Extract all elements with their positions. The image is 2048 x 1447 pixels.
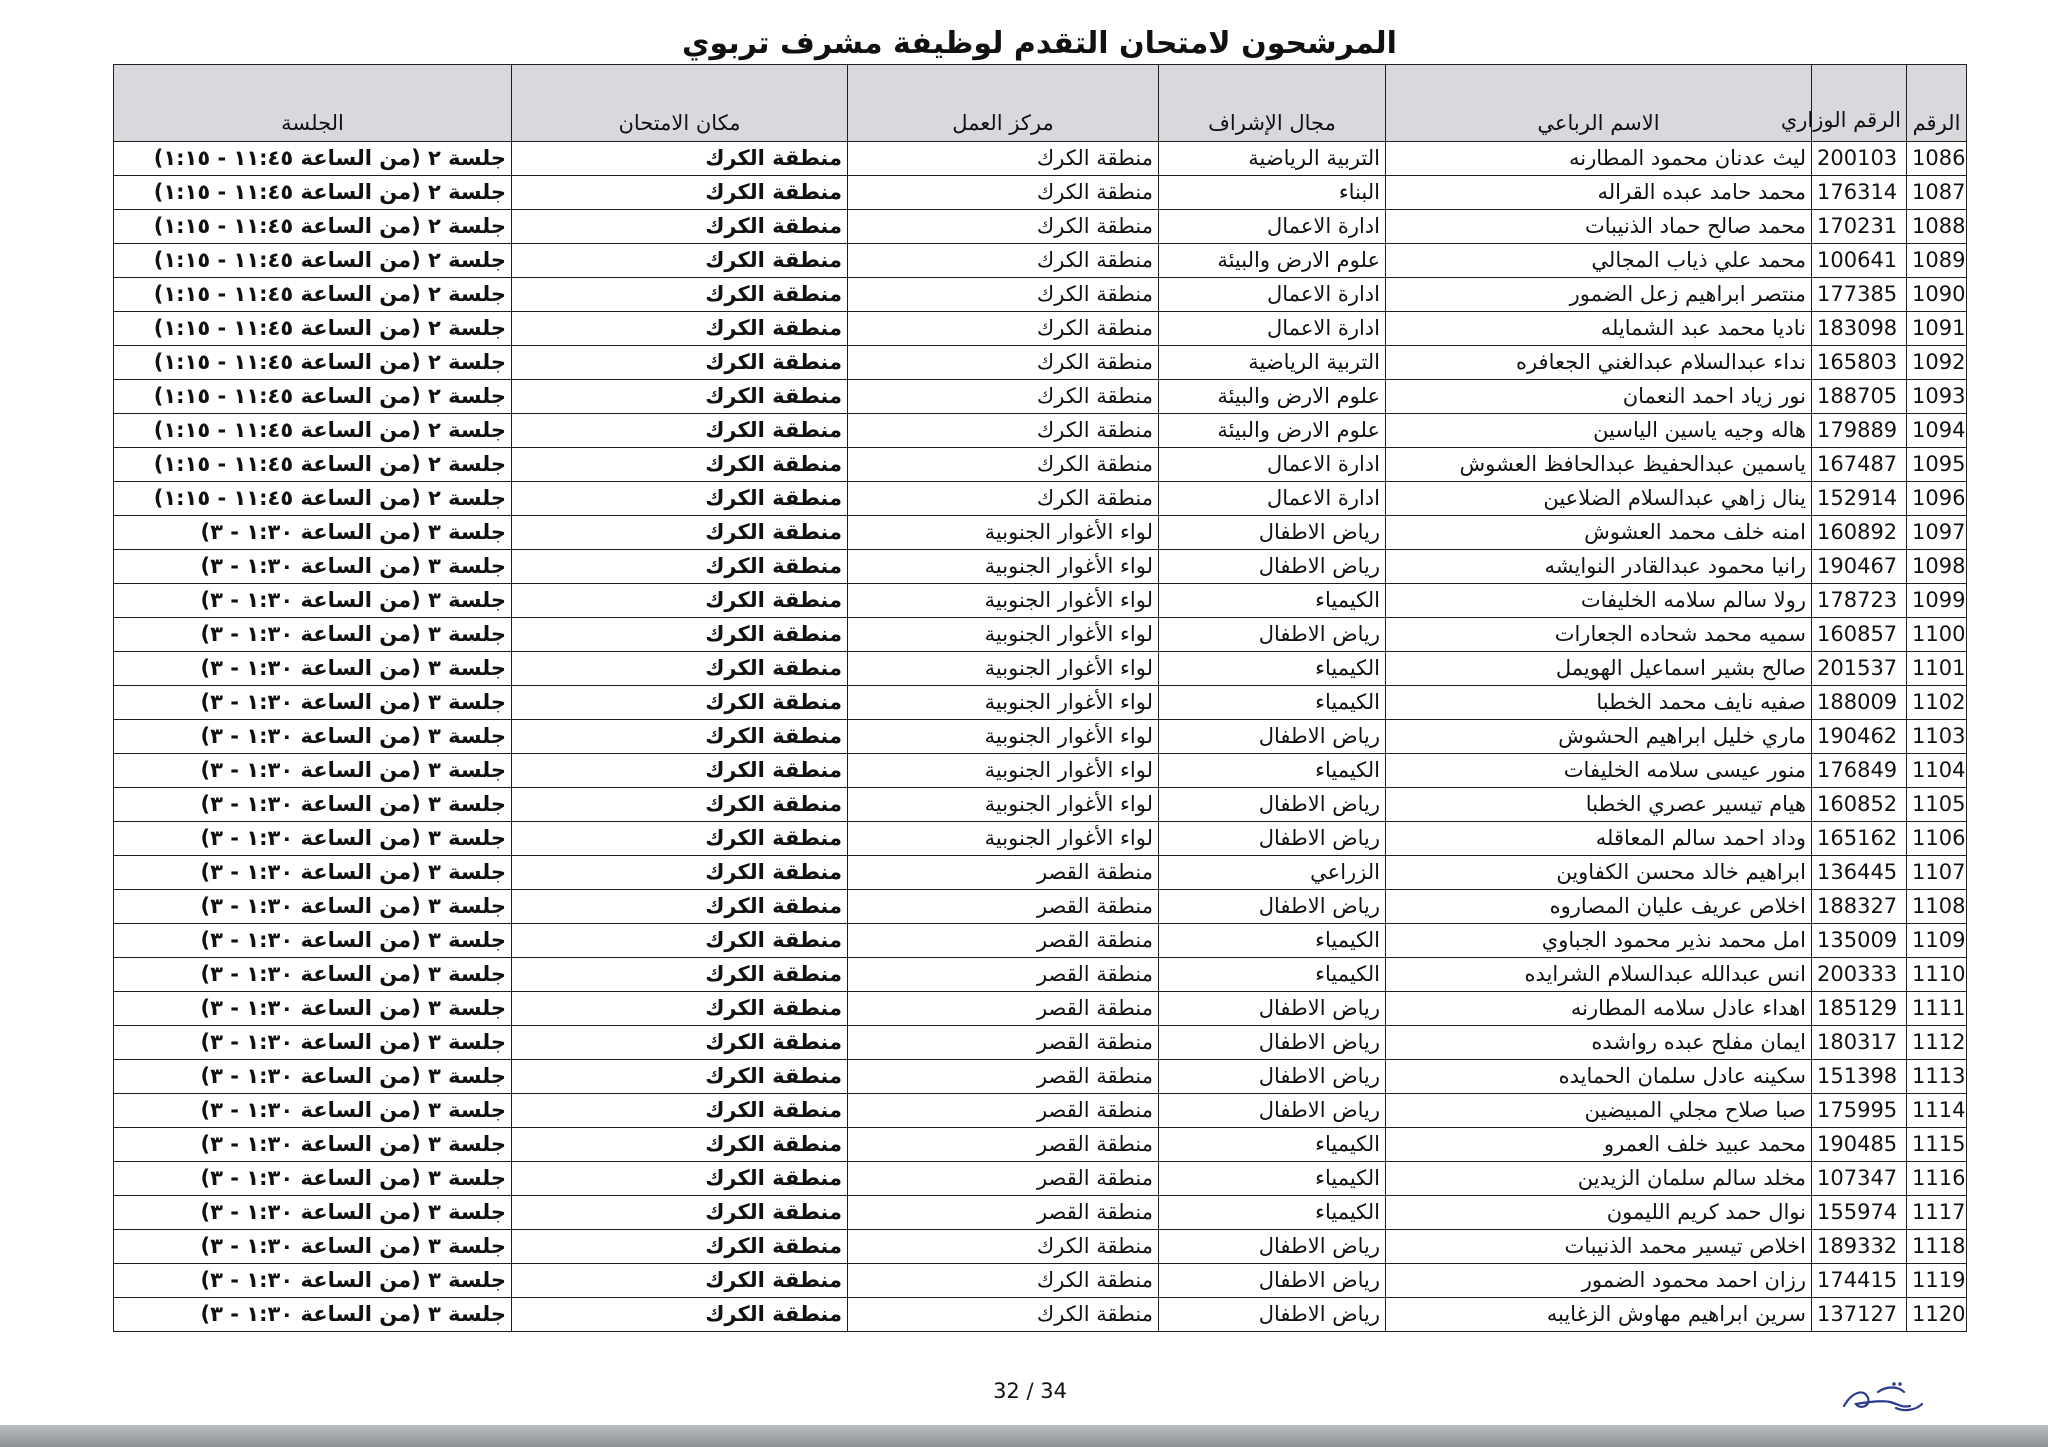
cell-ministry-no: 190485 (1812, 1128, 1907, 1162)
cell-num: 1091 (1907, 312, 1967, 346)
cell-name: سكينه عادل سلمان الحمايده (1386, 1060, 1812, 1094)
cell-ministry-no: 183098 (1812, 312, 1907, 346)
cell-session: جلسة ٣ (من الساعة ١:٣٠ - ٣) (114, 1298, 512, 1332)
cell-name: امنه خلف محمد العشوش (1386, 516, 1812, 550)
cell-session: جلسة ٣ (من الساعة ١:٣٠ - ٣) (114, 550, 512, 584)
cell-name: محمد علي ذياب المجالي (1386, 244, 1812, 278)
cell-ministry-no: 174415 (1812, 1264, 1907, 1298)
cell-workplace: منطقة القصر (848, 1162, 1159, 1196)
cell-num: 1110 (1907, 958, 1967, 992)
cell-field: التربية الرياضية (1159, 142, 1386, 176)
cell-workplace: منطقة الكرك (848, 1230, 1159, 1264)
cell-num: 1111 (1907, 992, 1967, 1026)
cell-session: جلسة ٣ (من الساعة ١:٣٠ - ٣) (114, 1230, 512, 1264)
cell-workplace: منطقة الكرك (848, 448, 1159, 482)
cell-exam-place: منطقة الكرك (512, 1094, 848, 1128)
cell-exam-place: منطقة الكرك (512, 822, 848, 856)
cell-workplace: لواء الأغوار الجنوبية (848, 618, 1159, 652)
table-body (114, 142, 1967, 1332)
cell-workplace: لواء الأغوار الجنوبية (848, 788, 1159, 822)
cell-ministry-no: 179889 (1812, 414, 1907, 448)
table-row (114, 278, 1967, 312)
table-row (114, 924, 1967, 958)
cell-num: 1100 (1907, 618, 1967, 652)
table-row (114, 720, 1967, 754)
cell-session: جلسة ٣ (من الساعة ١:٣٠ - ٣) (114, 788, 512, 822)
cell-field: رياض الاطفال (1159, 550, 1386, 584)
cell-ministry-no: 107347 (1812, 1162, 1907, 1196)
cell-field: ادارة الاعمال (1159, 210, 1386, 244)
cell-ministry-no: 152914 (1812, 482, 1907, 516)
cell-exam-place: منطقة الكرك (512, 856, 848, 890)
cell-field: الكيمياء (1159, 652, 1386, 686)
cell-num: 1118 (1907, 1230, 1967, 1264)
cell-workplace: منطقة الكرك (848, 176, 1159, 210)
cell-name: محمد عبيد خلف العمرو (1386, 1128, 1812, 1162)
cell-ministry-no: 178723 (1812, 584, 1907, 618)
cell-ministry-no: 100641 (1812, 244, 1907, 278)
cell-session: جلسة ٣ (من الساعة ١:٣٠ - ٣) (114, 856, 512, 890)
cell-workplace: منطقة الكرك (848, 380, 1159, 414)
cell-workplace: لواء الأغوار الجنوبية (848, 720, 1159, 754)
cell-num: 1103 (1907, 720, 1967, 754)
page-bottom-edge (0, 1425, 2048, 1447)
cell-session: جلسة ٣ (من الساعة ١:٣٠ - ٣) (114, 1196, 512, 1230)
cell-session: جلسة ٣ (من الساعة ١:٣٠ - ٣) (114, 754, 512, 788)
cell-exam-place: منطقة الكرك (512, 346, 848, 380)
header-field: مجال الإشراف (1159, 65, 1386, 142)
header-session: الجلسة (114, 65, 512, 142)
cell-session: جلسة ٣ (من الساعة ١:٣٠ - ٣) (114, 618, 512, 652)
cell-workplace: منطقة الكرك (848, 278, 1159, 312)
cell-field: الكيمياء (1159, 754, 1386, 788)
cell-session: جلسة ٣ (من الساعة ١:٣٠ - ٣) (114, 822, 512, 856)
cell-exam-place: منطقة الكرك (512, 924, 848, 958)
cell-num: 1102 (1907, 686, 1967, 720)
cell-exam-place: منطقة الكرك (512, 550, 848, 584)
cell-session: جلسة ٣ (من الساعة ١:٣٠ - ٣) (114, 1060, 512, 1094)
cell-ministry-no: 180317 (1812, 1026, 1907, 1060)
cell-session: جلسة ٢ (من الساعة ١١:٤٥ - ١:١٥) (114, 346, 512, 380)
cell-workplace: منطقة الكرك (848, 312, 1159, 346)
cell-workplace: منطقة القصر (848, 1094, 1159, 1128)
cell-field: رياض الاطفال (1159, 788, 1386, 822)
table-row (114, 992, 1967, 1026)
cell-name: ناديا محمد عبد الشمايله (1386, 312, 1812, 346)
table-row (114, 856, 1967, 890)
table-row (114, 1230, 1967, 1264)
table-row (114, 1094, 1967, 1128)
table-row (114, 1060, 1967, 1094)
cell-ministry-no: 137127 (1812, 1298, 1907, 1332)
cell-name: ينال زاهي عبدالسلام الضلاعين (1386, 482, 1812, 516)
cell-workplace: منطقة القصر (848, 890, 1159, 924)
cell-exam-place: منطقة الكرك (512, 482, 848, 516)
cell-name: نور زياد احمد النعمان (1386, 380, 1812, 414)
cell-num: 1092 (1907, 346, 1967, 380)
cell-exam-place: منطقة الكرك (512, 142, 848, 176)
header-workplace: مركز العمل (848, 65, 1159, 142)
cell-num: 1087 (1907, 176, 1967, 210)
cell-ministry-no: 188705 (1812, 380, 1907, 414)
table-row (114, 448, 1967, 482)
cell-field: علوم الارض والبيئة (1159, 244, 1386, 278)
cell-field: رياض الاطفال (1159, 1264, 1386, 1298)
cell-field: رياض الاطفال (1159, 1060, 1386, 1094)
cell-field: الكيمياء (1159, 958, 1386, 992)
cell-name: ايمان مفلح عبده رواشده (1386, 1026, 1812, 1060)
table-row (114, 686, 1967, 720)
cell-ministry-no: 200333 (1812, 958, 1907, 992)
cell-num: 1120 (1907, 1298, 1967, 1332)
cell-workplace: منطقة الكرك (848, 1298, 1159, 1332)
cell-field: الكيمياء (1159, 1162, 1386, 1196)
cell-field: الكيمياء (1159, 1196, 1386, 1230)
cell-ministry-no: 160857 (1812, 618, 1907, 652)
cell-workplace: منطقة الكرك (848, 210, 1159, 244)
table-row (114, 1196, 1967, 1230)
cell-session: جلسة ٣ (من الساعة ١:٣٠ - ٣) (114, 1094, 512, 1128)
cell-num: 1106 (1907, 822, 1967, 856)
cell-exam-place: منطقة الكرك (512, 958, 848, 992)
page-title: المرشحون لامتحان التقدم لوظيفة مشرف تربوي (682, 26, 1397, 61)
header-exam-place: مكان الامتحان (512, 65, 848, 142)
cell-ministry-no: 185129 (1812, 992, 1907, 1026)
table-row (114, 210, 1967, 244)
cell-ministry-no: 200103 (1812, 142, 1907, 176)
candidates-table (113, 64, 1967, 1332)
cell-ministry-no: 190462 (1812, 720, 1907, 754)
cell-field: رياض الاطفال (1159, 720, 1386, 754)
cell-exam-place: منطقة الكرك (512, 1026, 848, 1060)
cell-workplace: منطقة الكرك (848, 244, 1159, 278)
cell-exam-place: منطقة الكرك (512, 720, 848, 754)
table-row (114, 550, 1967, 584)
cell-name: امل محمد نذير محمود الجباوي (1386, 924, 1812, 958)
cell-name: محمد حامد عبده القراله (1386, 176, 1812, 210)
cell-name: منور عيسى سلامه الخليفات (1386, 754, 1812, 788)
cell-exam-place: منطقة الكرك (512, 210, 848, 244)
cell-workplace: لواء الأغوار الجنوبية (848, 516, 1159, 550)
cell-ministry-no: 160852 (1812, 788, 1907, 822)
cell-field: رياض الاطفال (1159, 822, 1386, 856)
cell-num: 1086 (1907, 142, 1967, 176)
table-row (114, 1128, 1967, 1162)
cell-name: نوال حمد كريم الليمون (1386, 1196, 1812, 1230)
cell-name: مخلد سالم سلمان الزيدين (1386, 1162, 1812, 1196)
cell-session: جلسة ٣ (من الساعة ١:٣٠ - ٣) (114, 958, 512, 992)
table-row (114, 312, 1967, 346)
cell-name: هاله وجيه ياسين الياسين (1386, 414, 1812, 448)
cell-workplace: لواء الأغوار الجنوبية (848, 686, 1159, 720)
table-row (114, 414, 1967, 448)
cell-ministry-no: 170231 (1812, 210, 1907, 244)
table-row (114, 652, 1967, 686)
cell-num: 1094 (1907, 414, 1967, 448)
cell-field: الكيمياء (1159, 1128, 1386, 1162)
cell-field: البناء (1159, 176, 1386, 210)
cell-field: الزراعي (1159, 856, 1386, 890)
cell-name: اخلاص تيسير محمد الذنيبات (1386, 1230, 1812, 1264)
table-row (114, 1026, 1967, 1060)
cell-num: 1115 (1907, 1128, 1967, 1162)
cell-name: ياسمين عبدالحفيظ عبدالحافظ العشوش (1386, 448, 1812, 482)
cell-workplace: لواء الأغوار الجنوبية (848, 754, 1159, 788)
cell-exam-place: منطقة الكرك (512, 380, 848, 414)
cell-name: صبا صلاح مجلي المبيضين (1386, 1094, 1812, 1128)
cell-session: جلسة ٣ (من الساعة ١:٣٠ - ٣) (114, 1264, 512, 1298)
cell-name: سميه محمد شحاده الجعارات (1386, 618, 1812, 652)
cell-exam-place: منطقة الكرك (512, 754, 848, 788)
cell-name: اخلاص عريف عليان المصاروه (1386, 890, 1812, 924)
cell-field: ادارة الاعمال (1159, 482, 1386, 516)
header-name: الاسم الرباعي (1386, 65, 1812, 142)
cell-session: جلسة ٣ (من الساعة ١:٣٠ - ٣) (114, 924, 512, 958)
cell-num: 1095 (1907, 448, 1967, 482)
cell-session: جلسة ٣ (من الساعة ١:٣٠ - ٣) (114, 584, 512, 618)
cell-session: جلسة ٢ (من الساعة ١١:٤٥ - ١:١٥) (114, 244, 512, 278)
cell-exam-place: منطقة الكرك (512, 1264, 848, 1298)
cell-field: رياض الاطفال (1159, 890, 1386, 924)
cell-exam-place: منطقة الكرك (512, 176, 848, 210)
cell-field: الكيمياء (1159, 584, 1386, 618)
table-row (114, 1298, 1967, 1332)
cell-ministry-no: 136445 (1812, 856, 1907, 890)
cell-name: سرين ابراهيم مهاوش الزغايبه (1386, 1298, 1812, 1332)
cell-exam-place: منطقة الكرك (512, 516, 848, 550)
cell-name: رولا سالم سلامه الخليفات (1386, 584, 1812, 618)
cell-num: 1119 (1907, 1264, 1967, 1298)
cell-session: جلسة ٣ (من الساعة ١:٣٠ - ٣) (114, 890, 512, 924)
cell-exam-place: منطقة الكرك (512, 686, 848, 720)
cell-num: 1117 (1907, 1196, 1967, 1230)
cell-field: الكيمياء (1159, 924, 1386, 958)
cell-ministry-no: 188009 (1812, 686, 1907, 720)
cell-exam-place: منطقة الكرك (512, 448, 848, 482)
cell-exam-place: منطقة الكرك (512, 1162, 848, 1196)
cell-workplace: منطقة الكرك (848, 142, 1159, 176)
table-row (114, 142, 1967, 176)
cell-name: رانيا محمود عبدالقادر النوايشه (1386, 550, 1812, 584)
cell-name: رزان احمد محمود الضمور (1386, 1264, 1812, 1298)
table-row (114, 584, 1967, 618)
cell-ministry-no: 177385 (1812, 278, 1907, 312)
cell-session: جلسة ٢ (من الساعة ١١:٤٥ - ١:١٥) (114, 380, 512, 414)
cell-session: جلسة ٢ (من الساعة ١١:٤٥ - ١:١٥) (114, 482, 512, 516)
cell-workplace: لواء الأغوار الجنوبية (848, 652, 1159, 686)
cell-session: جلسة ٢ (من الساعة ١١:٤٥ - ١:١٥) (114, 312, 512, 346)
cell-session: جلسة ٢ (من الساعة ١١:٤٥ - ١:١٥) (114, 176, 512, 210)
cell-name: اهداء عادل سلامه المطارنه (1386, 992, 1812, 1026)
cell-session: جلسة ٣ (من الساعة ١:٣٠ - ٣) (114, 992, 512, 1026)
cell-session: جلسة ٢ (من الساعة ١١:٤٥ - ١:١٥) (114, 278, 512, 312)
cell-exam-place: منطقة الكرك (512, 618, 848, 652)
cell-ministry-no: 176849 (1812, 754, 1907, 788)
cell-workplace: منطقة القصر (848, 1196, 1159, 1230)
table-row (114, 516, 1967, 550)
table-row (114, 244, 1967, 278)
cell-exam-place: منطقة الكرك (512, 992, 848, 1026)
cell-session: جلسة ٢ (من الساعة ١١:٤٥ - ١:١٥) (114, 414, 512, 448)
cell-num: 1112 (1907, 1026, 1967, 1060)
cell-exam-place: منطقة الكرك (512, 890, 848, 924)
cell-ministry-no: 189332 (1812, 1230, 1907, 1264)
cell-field: علوم الارض والبيئة (1159, 414, 1386, 448)
cell-num: 1093 (1907, 380, 1967, 414)
cell-num: 1089 (1907, 244, 1967, 278)
cell-ministry-no: 167487 (1812, 448, 1907, 482)
cell-num: 1097 (1907, 516, 1967, 550)
cell-name: منتصر ابراهيم زعل الضمور (1386, 278, 1812, 312)
cell-session: جلسة ٢ (من الساعة ١١:٤٥ - ١:١٥) (114, 142, 512, 176)
cell-name: نداء عبدالسلام عبدالغني الجعافره (1386, 346, 1812, 380)
cell-num: 1116 (1907, 1162, 1967, 1196)
cell-exam-place: منطقة الكرك (512, 1128, 848, 1162)
cell-name: هيام تيسير عصري الخطبا (1386, 788, 1812, 822)
cell-ministry-no: 160892 (1812, 516, 1907, 550)
cell-exam-place: منطقة الكرك (512, 244, 848, 278)
cell-num: 1105 (1907, 788, 1967, 822)
header-ministry-no: الرقم الوزاري (1812, 65, 1907, 142)
table-row (114, 822, 1967, 856)
cell-exam-place: منطقة الكرك (512, 414, 848, 448)
cell-session: جلسة ٣ (من الساعة ١:٣٠ - ٣) (114, 686, 512, 720)
cell-ministry-no: 151398 (1812, 1060, 1907, 1094)
table-row (114, 482, 1967, 516)
cell-exam-place: منطقة الكرك (512, 278, 848, 312)
cell-name: وداد احمد سالم المعاقله (1386, 822, 1812, 856)
cell-session: جلسة ٣ (من الساعة ١:٣٠ - ٣) (114, 1026, 512, 1060)
table-row (114, 754, 1967, 788)
cell-exam-place: منطقة الكرك (512, 1298, 848, 1332)
table-row (114, 176, 1967, 210)
cell-workplace: لواء الأغوار الجنوبية (848, 822, 1159, 856)
cell-field: علوم الارض والبيئة (1159, 380, 1386, 414)
cell-workplace: منطقة القصر (848, 924, 1159, 958)
cell-field: رياض الاطفال (1159, 1298, 1386, 1332)
cell-name: ليث عدنان محمود المطارنه (1386, 142, 1812, 176)
cell-session: جلسة ٢ (من الساعة ١١:٤٥ - ١:١٥) (114, 448, 512, 482)
cell-num: 1090 (1907, 278, 1967, 312)
cell-session: جلسة ٣ (من الساعة ١:٣٠ - ٣) (114, 720, 512, 754)
cell-ministry-no: 188327 (1812, 890, 1907, 924)
table-row (114, 1162, 1967, 1196)
table-row (114, 380, 1967, 414)
cell-field: رياض الاطفال (1159, 992, 1386, 1026)
cell-exam-place: منطقة الكرك (512, 1230, 848, 1264)
cell-ministry-no: 135009 (1812, 924, 1907, 958)
cell-field: ادارة الاعمال (1159, 448, 1386, 482)
cell-field: الكيمياء (1159, 686, 1386, 720)
header-num: الرقم (1907, 65, 1967, 142)
table-row (114, 618, 1967, 652)
cell-name: صالح بشير اسماعيل الهويمل (1386, 652, 1812, 686)
cell-field: رياض الاطفال (1159, 1230, 1386, 1264)
cell-field: ادارة الاعمال (1159, 278, 1386, 312)
cell-workplace: منطقة القصر (848, 1128, 1159, 1162)
cell-workplace: منطقة القصر (848, 1026, 1159, 1060)
cell-workplace: منطقة القصر (848, 856, 1159, 890)
cell-session: جلسة ٣ (من الساعة ١:٣٠ - ٣) (114, 1128, 512, 1162)
cell-num: 1098 (1907, 550, 1967, 584)
cell-name: صفيه نايف محمد الخطبا (1386, 686, 1812, 720)
cell-exam-place: منطقة الكرك (512, 312, 848, 346)
cell-ministry-no: 155974 (1812, 1196, 1907, 1230)
cell-workplace: منطقة القصر (848, 992, 1159, 1026)
table-row (114, 1264, 1967, 1298)
cell-num: 1104 (1907, 754, 1967, 788)
cell-num: 1107 (1907, 856, 1967, 890)
cell-exam-place: منطقة الكرك (512, 652, 848, 686)
cell-session: جلسة ٣ (من الساعة ١:٣٠ - ٣) (114, 516, 512, 550)
cell-exam-place: منطقة الكرك (512, 788, 848, 822)
cell-field: رياض الاطفال (1159, 1094, 1386, 1128)
cell-workplace: لواء الأغوار الجنوبية (848, 584, 1159, 618)
cell-field: رياض الاطفال (1159, 516, 1386, 550)
cell-workplace: منطقة الكرك (848, 414, 1159, 448)
cell-ministry-no: 201537 (1812, 652, 1907, 686)
cell-num: 1096 (1907, 482, 1967, 516)
table-row (114, 788, 1967, 822)
cell-name: ماري خليل ابراهيم الحشوش (1386, 720, 1812, 754)
cell-workplace: منطقة القصر (848, 1060, 1159, 1094)
cell-name: ابراهيم خالد محسن الكفاوين (1386, 856, 1812, 890)
cell-workplace: منطقة الكرك (848, 482, 1159, 516)
cell-num: 1109 (1907, 924, 1967, 958)
table-row (114, 958, 1967, 992)
cell-workplace: منطقة الكرك (848, 346, 1159, 380)
cell-num: 1114 (1907, 1094, 1967, 1128)
cell-name: محمد صالح حماد الذنيبات (1386, 210, 1812, 244)
candidates-table-wrapper (113, 64, 1966, 1332)
cell-session: جلسة ٢ (من الساعة ١١:٤٥ - ١:١٥) (114, 210, 512, 244)
cell-num: 1101 (1907, 652, 1967, 686)
cell-session: جلسة ٣ (من الساعة ١:٣٠ - ٣) (114, 652, 512, 686)
cell-name: انس عبدالله عبدالسلام الشرايده (1386, 958, 1812, 992)
table-header-row (114, 65, 1967, 142)
cell-session: جلسة ٣ (من الساعة ١:٣٠ - ٣) (114, 1162, 512, 1196)
cell-field: رياض الاطفال (1159, 1026, 1386, 1060)
cell-ministry-no: 175995 (1812, 1094, 1907, 1128)
page-number: 32 / 34 (993, 1379, 1067, 1403)
cell-num: 1108 (1907, 890, 1967, 924)
cell-field: ادارة الاعمال (1159, 312, 1386, 346)
cell-num: 1088 (1907, 210, 1967, 244)
signature-mark (1838, 1378, 1928, 1418)
cell-ministry-no: 190467 (1812, 550, 1907, 584)
cell-num: 1113 (1907, 1060, 1967, 1094)
cell-exam-place: منطقة الكرك (512, 1060, 848, 1094)
cell-ministry-no: 165162 (1812, 822, 1907, 856)
cell-exam-place: منطقة الكرك (512, 1196, 848, 1230)
cell-field: رياض الاطفال (1159, 618, 1386, 652)
cell-workplace: منطقة القصر (848, 958, 1159, 992)
table-row (114, 346, 1967, 380)
cell-ministry-no: 176314 (1812, 176, 1907, 210)
cell-num: 1099 (1907, 584, 1967, 618)
cell-exam-place: منطقة الكرك (512, 584, 848, 618)
table-row (114, 890, 1967, 924)
cell-field: التربية الرياضية (1159, 346, 1386, 380)
cell-ministry-no: 165803 (1812, 346, 1907, 380)
cell-workplace: منطقة الكرك (848, 1264, 1159, 1298)
cell-workplace: لواء الأغوار الجنوبية (848, 550, 1159, 584)
